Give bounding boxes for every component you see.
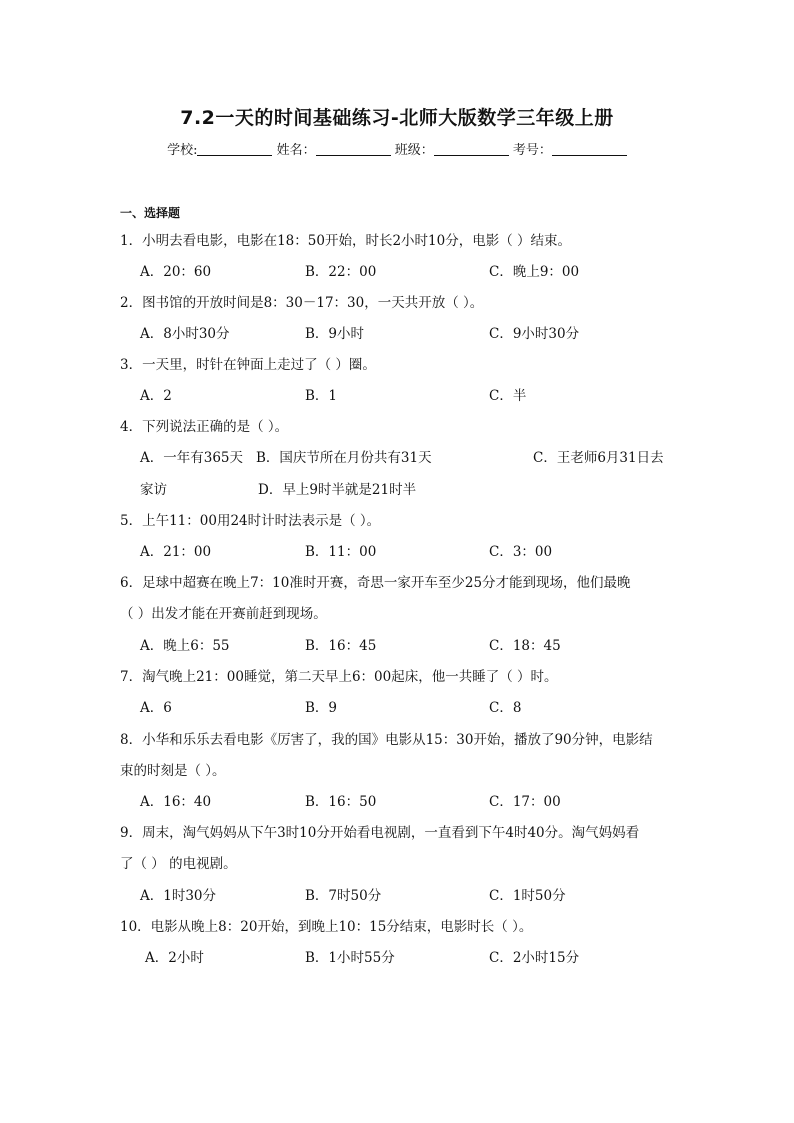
question-4-option-a: A．一年有365天 (140, 450, 244, 466)
question-10-option-a: A．2小时 (145, 950, 204, 966)
student-info-line (0, 139, 794, 158)
question-10-option-c: C．2小时15分 (489, 950, 580, 966)
question-10-stem: 10．电影从晚上8：20开始，到晚上10：15分结束，电影时长（ ）。 (120, 919, 533, 935)
question-5-option-b: B．11：00 (305, 544, 377, 560)
question-2-stem: 2．图书馆的开放时间是8：30－17：30，一天共开放（ ）。 (120, 295, 484, 311)
question-3-option-a: A．2 (140, 388, 172, 404)
question-4-option-b: B．国庆节所在月份共有31天 (256, 450, 432, 466)
question-9-option-b: B．7时50分 (305, 888, 382, 904)
question-9-stem-line-1: 9．周末，淘气妈妈从下午3时10分开始看电视剧，一直看到下午4时40分。淘气妈妈看 (120, 825, 640, 841)
class-label: 班级： (394, 143, 434, 158)
question-6-stem-line-1: 6．足球中超赛在晚上7：10准时开赛，奇思一家开车至少25分才能到现场，他们最晚 (120, 575, 631, 591)
question-7-option-a: A．6 (140, 700, 172, 716)
question-9-stem-line-2: 了（ ） 的电视剧。 (120, 856, 237, 872)
question-8-option-a: A．16：40 (140, 794, 212, 810)
question-6-stem-line-2: （ ）出发才能在开赛前赶到现场。 (120, 606, 327, 622)
question-8-stem-line-1: 8．小华和乐乐去看电影《厉害了，我的国》电影从15：30开始，播放了90分钟，电影结 (120, 732, 653, 748)
question-10-option-b: B．1小时55分 (305, 950, 395, 966)
question-4-option-c: C．王老师6月31日去 (533, 450, 664, 466)
question-5-option-c: C．3：00 (489, 544, 553, 560)
question-1-option-c: C．晚上9：00 (489, 264, 580, 280)
question-7-option-b: B．9 (305, 700, 338, 716)
class-blank (434, 142, 509, 156)
page-title: 7.2一天的时间基础练习-北师大版数学三年级上册 (180, 107, 614, 129)
question-3-option-c: C．半 (489, 388, 527, 404)
question-5-stem: 5．上午11：00用24时计时法表示是（ ）。 (120, 513, 381, 529)
exam-number-label: 考号： (512, 143, 552, 158)
name-label: 姓名： (276, 143, 316, 158)
exam-number-blank (552, 142, 627, 156)
question-6-option-b: B．16：45 (305, 638, 377, 654)
question-2-option-c: C．9小时30分 (489, 326, 580, 342)
question-8-stem-line-2: 束的时刻是（ ）。 (120, 763, 226, 779)
school-label: 学校: (167, 143, 198, 158)
question-1-option-a: A．20：60 (140, 264, 212, 280)
section-title: 一、选择题 (120, 206, 181, 220)
question-9-option-a: A．1时30分 (140, 888, 217, 904)
question-6-option-c: C．18：45 (489, 638, 561, 654)
question-2-option-a: A．8小时30分 (140, 326, 230, 342)
question-9-option-c: C．1时50分 (489, 888, 566, 904)
question-6-option-a: A．晚上6：55 (140, 638, 230, 654)
question-2-option-b: B．9小时 (305, 326, 365, 342)
question-8-option-c: C．17：00 (489, 794, 561, 810)
question-7-option-c: C．8 (489, 700, 522, 716)
school-blank (197, 142, 272, 156)
question-4-stem: 4．下列说法正确的是（ ）。 (120, 419, 289, 435)
question-3-option-b: B．1 (305, 388, 338, 404)
name-blank (316, 142, 391, 156)
question-3-stem: 3．一天里，时针在钟面上走过了（ ）圈。 (120, 357, 376, 373)
question-4-option-c-continued: 家访 (140, 482, 167, 498)
question-1-stem: 1．小明去看电影，电影在18：50开始，时长2小时10分，电影（ ）结束。 (120, 233, 572, 249)
question-7-stem: 7．淘气晚上21：00睡觉，第二天早上6：00起床，他一共睡了（ ）时。 (120, 669, 558, 685)
question-1-option-b: B．22：00 (305, 264, 377, 280)
question-4-option-d: D．早上9时半就是21时半 (258, 482, 417, 498)
question-8-option-b: B．16：50 (305, 794, 377, 810)
question-5-option-a: A．21：00 (140, 544, 212, 560)
